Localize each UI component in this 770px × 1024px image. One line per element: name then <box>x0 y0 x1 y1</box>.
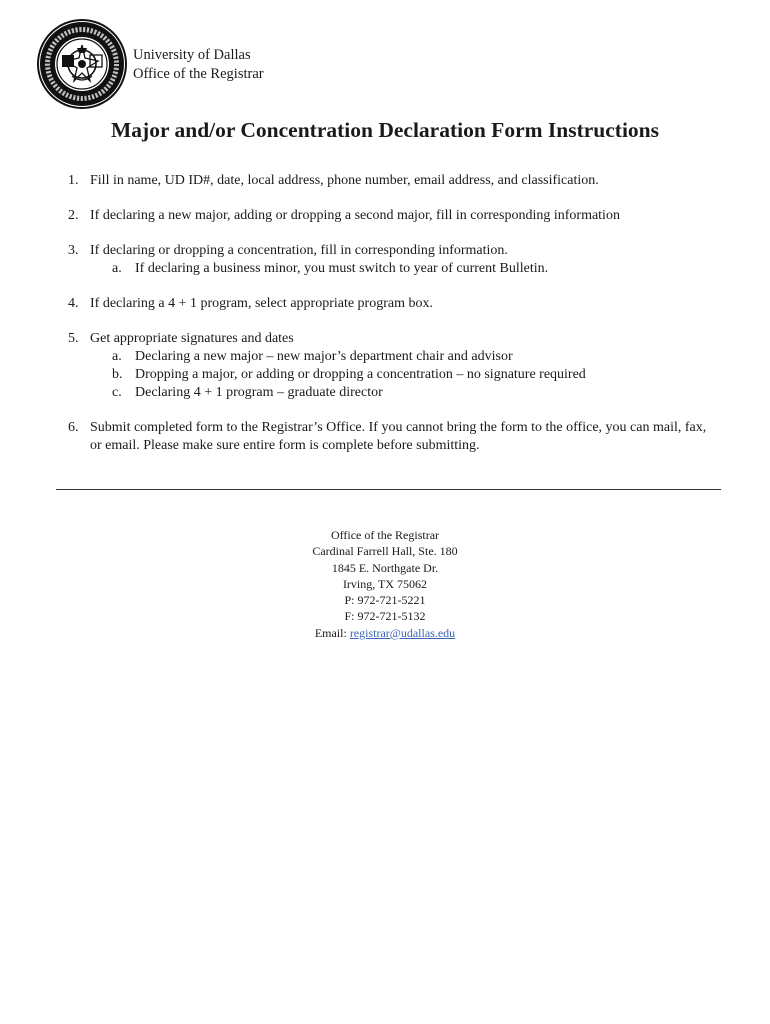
instruction-step-3 <box>68 242 708 278</box>
step-number: 3. <box>68 243 79 258</box>
sub-step-text: Declaring 4 + 1 program – graduate director <box>135 385 383 400</box>
sub-step-a <box>112 260 708 278</box>
step-text: If declaring a 4 + 1 program, select appropriate program box. <box>90 296 433 311</box>
step-number: 4. <box>68 296 79 311</box>
instruction-step-1 <box>68 172 708 190</box>
office-name: Office of the Registrar <box>133 66 264 82</box>
university-seal-icon <box>36 18 128 110</box>
sub-step-letter: a. <box>112 261 122 276</box>
contact-city: Irving, TX 75062 <box>342 576 428 591</box>
university-seal <box>36 18 128 110</box>
instruction-step-4 <box>68 295 708 313</box>
sub-step-c <box>112 384 708 402</box>
contact-building: Cardinal Farrell Hall, Ste. 180 <box>312 544 458 559</box>
step-number: 5. <box>68 331 79 346</box>
contact-phone: P: 972-721-5221 <box>344 593 426 608</box>
step-text: If declaring a new major, adding or dropping a second major, fill in corresponding information <box>90 208 620 223</box>
sub-step-text: If declaring a business minor, you must switch to year of current Bulletin. <box>135 261 549 276</box>
contact-email-label: Email: <box>314 625 347 640</box>
step-number: 6. <box>68 420 79 435</box>
contact-block <box>0 527 770 641</box>
sub-steps <box>90 348 708 402</box>
step-number: 2. <box>68 208 79 223</box>
step-text: If declaring or dropping a concentration, fill in corresponding information. <box>90 243 508 258</box>
contact-email-line <box>0 625 770 641</box>
instruction-step-6 <box>68 419 708 455</box>
step-text: Submit completed form to the Registrar’s Office. If you cannot bring the form to the office, you can mail, fax, or email. Please make sure entire form is complete before submitting. <box>90 420 707 453</box>
sub-step-b <box>112 366 708 384</box>
page-title: Major and/or Concentration Declaration Form Instructions <box>111 118 659 142</box>
sub-step-letter: c. <box>112 385 122 400</box>
sub-step-text: Dropping a major, or adding or dropping a concentration – no signature required <box>135 367 586 382</box>
sub-steps <box>90 260 708 278</box>
contact-street: 1845 E. Northgate Dr. <box>331 560 439 575</box>
instruction-step-2 <box>68 207 708 225</box>
step-number: 1. <box>68 173 79 188</box>
step-text: Fill in name, UD ID#, date, local address, phone number, email address, and classification. <box>90 173 599 188</box>
registrar-email-link[interactable]: registrar@udallas.edu <box>349 625 456 640</box>
section-divider <box>56 489 721 490</box>
office-header <box>133 46 264 84</box>
sub-step-letter: a. <box>112 349 122 364</box>
sub-step-text: Declaring a new major – new major’s department chair and advisor <box>135 349 513 364</box>
instruction-step-5 <box>68 330 708 402</box>
university-name: University of Dallas <box>133 47 251 63</box>
contact-fax: F: 972-721-5132 <box>344 609 426 624</box>
sub-step-a <box>112 348 708 366</box>
instructions-list <box>68 172 708 472</box>
contact-office: Office of the Registrar <box>330 528 440 542</box>
step-text: Get appropriate signatures and dates <box>90 331 294 346</box>
sub-step-letter: b. <box>112 367 123 382</box>
